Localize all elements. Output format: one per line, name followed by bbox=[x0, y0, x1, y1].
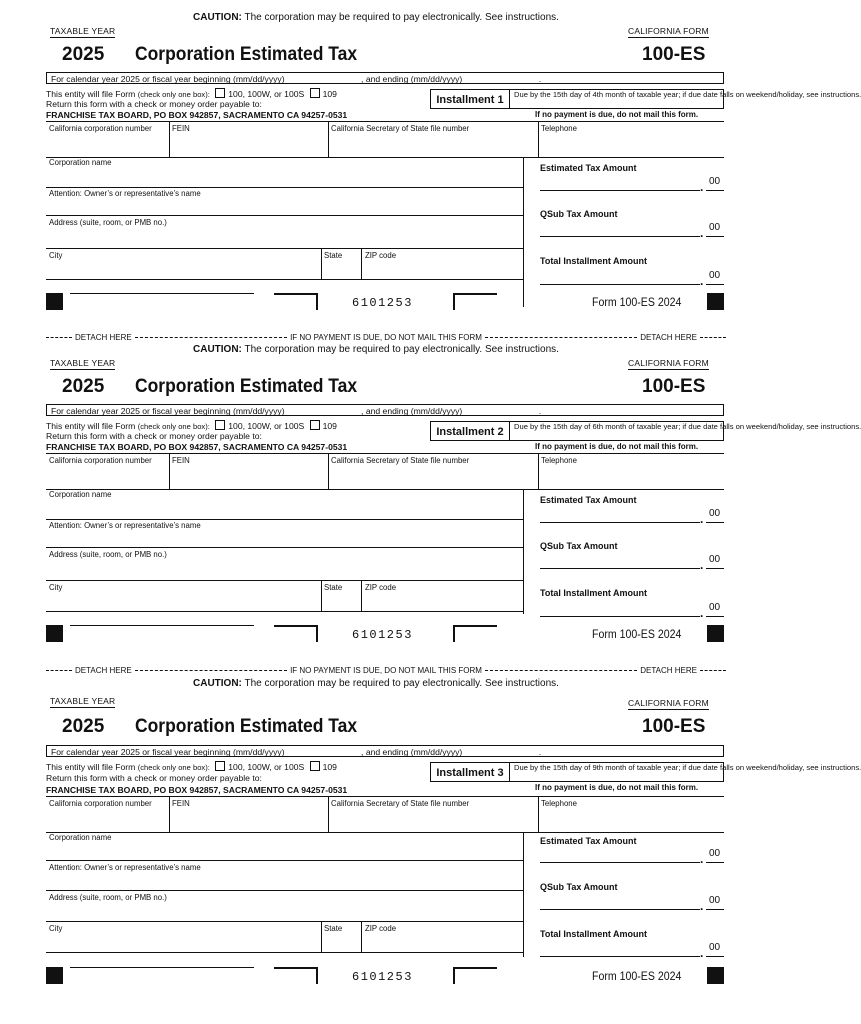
california-form-label: CALIFORNIA FORM bbox=[628, 358, 709, 368]
ftb-address: FRANCHISE TAX BOARD, PO BOX 942857, SACRAMENTO CA 94257-0531 bbox=[46, 785, 348, 795]
checkbox-100[interactable] bbox=[215, 88, 225, 98]
ftb-address: FRANCHISE TAX BOARD, PO BOX 942857, SACRAMENTO CA 94257-0531 bbox=[46, 442, 348, 452]
form-title: Corporation Estimated Tax bbox=[135, 716, 358, 737]
voucher-installment-2: CAUTION: The corporation may be required to pay electronically. See instructions. TAXABLE YEAR CALIFORNIA FORM 2025 Corporation Estimated Tax 100-ES For calendar year 2025 or fiscal year beginning (mm/dd/yyyy)________________, and ending (mm/dd/yyyy)________________. This entity will file Form (check only one box): 100, 100W, or 100S 109 Return this form with a check or money order payable to: Installment 2 Due by the 15th day of 6th month of taxable year; if due date falls on weekend/holiday, see instructions. FRANCHISE TAX BOARD, PO BOX 942857, SACRAMENTO CA 94257-0531 If no payment is due, do not mail this form. California corporation number FEIN California Secretary of State file number Telephone Corporation name Attention: Owner’s or representative’s name Address (suite, room, or PMB no.) City State ZIP code Estimated Tax Amount . 00 QSub Tax Amount . 00 Total Installment Amount . 00 6101253 Form 100-ES 2024 bbox=[46, 344, 861, 642]
due-date-note: Due by the 15th day of 6th month of taxable year; if due date falls on weekend/holiday, see instructions. bbox=[510, 421, 724, 441]
zip-field[interactable]: ZIP code bbox=[365, 924, 397, 933]
california-form-label: CALIFORNIA FORM bbox=[628, 26, 709, 36]
ca-corp-number-field[interactable]: California corporation number bbox=[49, 799, 152, 808]
checkbox-109[interactable] bbox=[310, 761, 320, 771]
installment-label: Installment 2 bbox=[430, 421, 510, 441]
address-field[interactable]: Address (suite, room, or PMB no.) bbox=[49, 218, 167, 227]
corp-name-field[interactable]: Corporation name bbox=[49, 833, 112, 842]
total-installment-label: Total Installment Amount bbox=[540, 588, 647, 598]
address-field[interactable]: Address (suite, room, or PMB no.) bbox=[49, 893, 167, 902]
no-payment-note: If no payment is due, do not mail this form. bbox=[535, 783, 699, 792]
fiscal-year-line[interactable]: For calendar year 2025 or fiscal year beginning (mm/dd/yyyy)________________, and ending (mm/dd/yyyy)________________. bbox=[46, 404, 724, 416]
caution-note: CAUTION: The corporation may be required to pay electronically. See instructions. bbox=[193, 344, 559, 355]
ftb-address: FRANCHISE TAX BOARD, PO BOX 942857, SACRAMENTO CA 94257-0531 bbox=[46, 110, 348, 120]
entity-form-line: This entity will file Form (check only one box): 100, 100W, or 100S 109 bbox=[46, 762, 337, 772]
estimated-tax-label: Estimated Tax Amount bbox=[540, 495, 637, 505]
estimated-tax-cents: 00 bbox=[709, 176, 721, 187]
fiscal-year-line[interactable]: For calendar year 2025 or fiscal year beginning (mm/dd/yyyy)________________, and ending (mm/dd/yyyy)________________. bbox=[46, 745, 724, 757]
checkbox-100[interactable] bbox=[215, 420, 225, 430]
sos-number-field[interactable]: California Secretary of State file number bbox=[331, 124, 470, 133]
no-payment-note: If no payment is due, do not mail this form. bbox=[535, 110, 699, 119]
qsub-tax-label: QSub Tax Amount bbox=[540, 882, 618, 892]
city-field[interactable]: City bbox=[49, 924, 63, 933]
telephone-field[interactable]: Telephone bbox=[541, 124, 577, 133]
address-field[interactable]: Address (suite, room, or PMB no.) bbox=[49, 550, 167, 559]
qsub-tax-cents: 00 bbox=[709, 554, 721, 565]
estimated-tax-label: Estimated Tax Amount bbox=[540, 836, 637, 846]
tax-year: 2025 bbox=[62, 44, 105, 65]
checkbox-109[interactable] bbox=[310, 88, 320, 98]
fein-field[interactable]: FEIN bbox=[172, 799, 190, 808]
voucher-installment-3: CAUTION: The corporation may be required to pay electronically. See instructions. TAXABLE YEAR CALIFORNIA FORM 2025 Corporation Estimated Tax 100-ES For calendar year 2025 or fiscal year beginning (mm/dd/yyyy)________________, and ending (mm/dd/yyyy)________________. This entity will file Form (check only one box): 100, 100W, or 100S 109 Return this form with a check or money order payable to: Installment 3 Due by the 15th day of 9th month of taxable year; if due date falls on weekend/holiday, see instructions. FRANCHISE TAX BOARD, PO BOX 942857, SACRAMENTO CA 94257-0531 If no payment is due, do not mail this form. California corporation number FEIN California Secretary of State file number Telephone Corporation name Attention: Owner’s or representative’s name Address (suite, room, or PMB no.) City State ZIP code Estimated Tax Amount . 00 QSub Tax Amount . 00 Total Installment Amount . 00 6101253 Form 100-ES 2024 bbox=[46, 678, 861, 984]
total-installment-input[interactable] bbox=[540, 616, 700, 617]
ca-corp-number-field[interactable]: California corporation number bbox=[49, 456, 152, 465]
voucher-installment-1: CAUTION: The corporation may be required to pay electronically. See instructions. TAXABLE YEAR CALIFORNIA FORM 2025 Corporation Estimated Tax 100-ES For calendar year 2025 or fiscal year beginning (mm/dd/yyyy)________________, and ending (mm/dd/yyyy)________________. This entity will file Form (check only one box): 100, 100W, or 100S 109 Return this form with a check or money order payable to: Installment 1 Due by the 15th day of 4th month of taxable year; if due date falls on weekend/holiday, see instructions. FRANCHISE TAX BOARD, PO BOX 942857, SACRAMENTO CA 94257-0531 If no payment is due, do not mail this form. California corporation number FEIN California Secretary of State file number Telephone Corporation name Attention: Owner’s or representative’s name Address (suite, room, or PMB no.) City State ZIP code Estimated Tax Amount . 00 QSub Tax Amount . 00 Total Installment Amount . 00 6101253 Form 100-ES 2024 bbox=[46, 12, 861, 310]
qsub-tax-cents: 00 bbox=[709, 222, 721, 233]
due-date-note: Due by the 15th day of 9th month of taxable year; if due date falls on weekend/holiday, see instructions. bbox=[510, 762, 724, 782]
zip-field[interactable]: ZIP code bbox=[365, 583, 397, 592]
scan-code: 6101253 bbox=[352, 296, 413, 310]
registration-mark-left bbox=[46, 625, 63, 642]
estimated-tax-cents: 00 bbox=[709, 508, 721, 519]
taxable-year-label: TAXABLE YEAR bbox=[50, 696, 116, 706]
zip-field[interactable]: ZIP code bbox=[365, 251, 397, 260]
caution-note: CAUTION: The corporation may be required to pay electronically. See instructions. bbox=[193, 678, 559, 689]
total-installment-cents: 00 bbox=[709, 602, 721, 613]
attention-field[interactable]: Attention: Owner’s or representative’s name bbox=[49, 189, 201, 198]
installment-label: Installment 1 bbox=[430, 89, 510, 109]
total-installment-input[interactable] bbox=[540, 956, 700, 957]
registration-mark-right bbox=[707, 967, 724, 984]
state-field[interactable]: State bbox=[324, 583, 343, 592]
tax-year: 2025 bbox=[62, 376, 105, 397]
checkbox-109[interactable] bbox=[310, 420, 320, 430]
estimated-tax-input[interactable] bbox=[540, 190, 700, 191]
form-number: 100-ES bbox=[642, 376, 706, 397]
fein-field[interactable]: FEIN bbox=[172, 124, 190, 133]
corp-name-field[interactable]: Corporation name bbox=[49, 158, 112, 167]
registration-mark-right bbox=[707, 293, 724, 310]
detach-line-1: DETACH HERE IF NO PAYMENT IS DUE, DO NOT MAIL THIS FORM DETACH HERE bbox=[46, 333, 726, 342]
qsub-tax-input[interactable] bbox=[540, 568, 700, 569]
total-installment-label: Total Installment Amount bbox=[540, 256, 647, 266]
return-line: Return this form with a check or money order payable to: bbox=[46, 431, 262, 441]
detach-line-2: DETACH HERE IF NO PAYMENT IS DUE, DO NOT MAIL THIS FORM DETACH HERE bbox=[46, 666, 726, 675]
attention-field[interactable]: Attention: Owner’s or representative’s name bbox=[49, 521, 201, 530]
total-installment-cents: 00 bbox=[709, 942, 721, 953]
return-line: Return this form with a check or money order payable to: bbox=[46, 99, 262, 109]
qsub-tax-input[interactable] bbox=[540, 236, 700, 237]
installment-label: Installment 3 bbox=[430, 762, 510, 782]
city-field[interactable]: City bbox=[49, 251, 63, 260]
city-field[interactable]: City bbox=[49, 583, 63, 592]
qsub-tax-label: QSub Tax Amount bbox=[540, 541, 618, 551]
registration-mark-right bbox=[707, 625, 724, 642]
form-title: Corporation Estimated Tax bbox=[135, 44, 358, 65]
form-title: Corporation Estimated Tax bbox=[135, 376, 358, 397]
taxable-year-label: TAXABLE YEAR bbox=[50, 26, 116, 36]
checkbox-100[interactable] bbox=[215, 761, 225, 771]
footer-form-year: Form 100-ES 2024 bbox=[592, 297, 682, 309]
state-field[interactable]: State bbox=[324, 251, 343, 260]
state-field[interactable]: State bbox=[324, 924, 343, 933]
taxable-year-label: TAXABLE YEAR bbox=[50, 358, 116, 368]
scan-code: 6101253 bbox=[352, 628, 413, 642]
sos-number-field[interactable]: California Secretary of State file number bbox=[331, 799, 470, 808]
sos-number-field[interactable]: California Secretary of State file number bbox=[331, 456, 470, 465]
due-date-note: Due by the 15th day of 4th month of taxable year; if due date falls on weekend/holiday, see instructions. bbox=[510, 89, 724, 109]
entity-form-line: This entity will file Form (check only one box): 100, 100W, or 100S 109 bbox=[46, 421, 337, 431]
tax-year: 2025 bbox=[62, 716, 105, 737]
fein-field[interactable]: FEIN bbox=[172, 456, 190, 465]
caution-note: CAUTION: The corporation may be required to pay electronically. See instructions. bbox=[193, 12, 559, 23]
california-form-label: CALIFORNIA FORM bbox=[628, 698, 709, 708]
total-installment-label: Total Installment Amount bbox=[540, 929, 647, 939]
telephone-field[interactable]: Telephone bbox=[541, 456, 577, 465]
estimated-tax-input[interactable] bbox=[540, 862, 700, 863]
ca-corp-number-field[interactable]: California corporation number bbox=[49, 124, 152, 133]
estimated-tax-input[interactable] bbox=[540, 522, 700, 523]
no-payment-note: If no payment is due, do not mail this form. bbox=[535, 442, 699, 451]
estimated-tax-label: Estimated Tax Amount bbox=[540, 163, 637, 173]
registration-mark-left bbox=[46, 293, 63, 310]
fiscal-year-line[interactable]: For calendar year 2025 or fiscal year beginning (mm/dd/yyyy)________________, and ending (mm/dd/yyyy)________________. bbox=[46, 72, 724, 84]
estimated-tax-cents: 00 bbox=[709, 848, 721, 859]
qsub-tax-cents: 00 bbox=[709, 895, 721, 906]
footer-form-year: Form 100-ES 2024 bbox=[592, 629, 682, 641]
telephone-field[interactable]: Telephone bbox=[541, 799, 577, 808]
scan-code: 6101253 bbox=[352, 970, 413, 984]
entity-form-line: This entity will file Form (check only one box): 100, 100W, or 100S 109 bbox=[46, 89, 337, 99]
attention-field[interactable]: Attention: Owner’s or representative’s name bbox=[49, 863, 201, 872]
corp-name-field[interactable]: Corporation name bbox=[49, 490, 112, 499]
registration-mark-left bbox=[46, 967, 63, 984]
total-installment-input[interactable] bbox=[540, 284, 700, 285]
return-line: Return this form with a check or money order payable to: bbox=[46, 773, 262, 783]
footer-form-year: Form 100-ES 2024 bbox=[592, 971, 682, 983]
form-number: 100-ES bbox=[642, 716, 706, 737]
form-number: 100-ES bbox=[642, 44, 706, 65]
qsub-tax-label: QSub Tax Amount bbox=[540, 209, 618, 219]
total-installment-cents: 00 bbox=[709, 270, 721, 281]
qsub-tax-input[interactable] bbox=[540, 909, 700, 910]
